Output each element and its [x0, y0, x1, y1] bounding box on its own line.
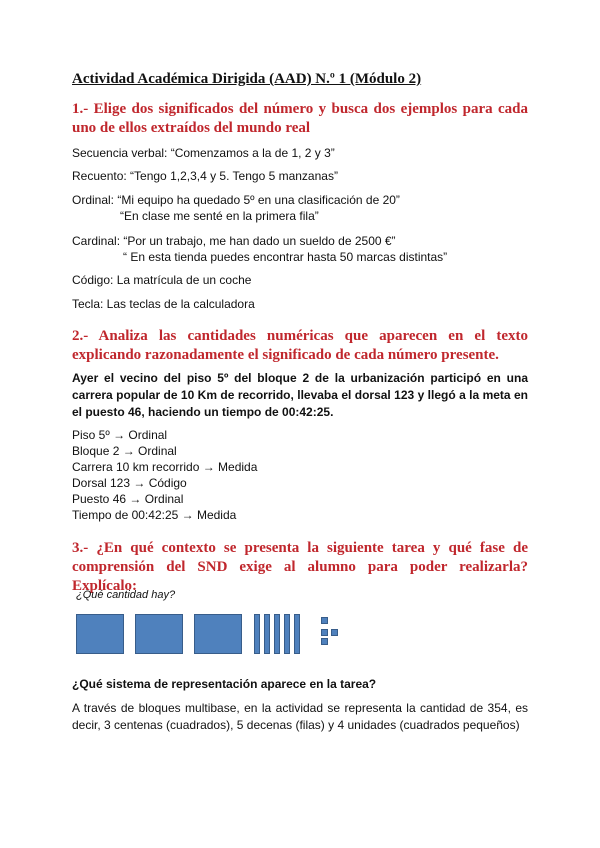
- unidad-cube: [321, 638, 328, 645]
- unidad-cube: [331, 629, 338, 636]
- list-item: Dorsal 123 → Código: [72, 476, 187, 490]
- decena-rod: [274, 614, 280, 654]
- centena-block: [194, 614, 242, 654]
- list-item: Puesto 46 → Ordinal: [72, 492, 184, 506]
- secuencia-line: Secuencia verbal: “Comenzamos a la de 1, 2 y 3”: [72, 146, 335, 160]
- cardinal-line-2: “ En esta tienda puedes encontrar hasta 50 marcas distintas”: [123, 250, 448, 264]
- ordinal-line-1: Ordinal: “Mi equipo ha quedado 5º en una clasificación de 20”: [72, 193, 400, 207]
- recuento-line: Recuento: “Tengo 1,2,3,4 y 5. Tengo 5 manzanas”: [72, 169, 338, 183]
- decena-rod: [254, 614, 260, 654]
- page-title: Actividad Académica Dirigida (AAD) N.º 1 (Módulo 2): [72, 71, 422, 87]
- section2-paragraph: Ayer el vecino del piso 5º del bloque 2 de la urbanización participó en una carrera popular de 10 Km de recorrido, llevaba el dorsal 123 y llegó a la meta en el puesto 46, haciendo un tiempo de 00:42:25.: [72, 371, 528, 419]
- unidad-cube: [321, 629, 328, 636]
- section2-heading: 2.- Analiza las cantidades numéricas que aparecen en el texto explicando razonadamente el significado de cada número presente.: [72, 328, 528, 363]
- section3-heading: 3.- ¿En qué contexto se presenta la siguiente tarea y qué fase de comprensión del SND exige al alumno para poder realizarla? Explícalo:: [72, 540, 528, 594]
- centena-block: [76, 614, 124, 654]
- centena-block: [135, 614, 183, 654]
- unidad-cube: [321, 617, 328, 624]
- multibase-blocks-figure: [76, 589, 346, 655]
- tecla-line: Tecla: Las teclas de la calculadora: [72, 297, 255, 311]
- list-item: Tiempo de 00:42:25 → Medida: [72, 508, 237, 522]
- codigo-line: Código: La matrícula de un coche: [72, 273, 252, 287]
- section1-heading: 1.- Elige dos significados del número y busca dos ejemplos para cada uno de ellos extraídos del mundo real: [72, 101, 528, 136]
- cardinal-line-1: Cardinal: “Por un trabajo, me han dado un sueldo de 2500 €”: [72, 234, 396, 248]
- list-item: Piso 5º → Ordinal: [72, 428, 168, 442]
- figure-label: ¿Qué cantidad hay?: [76, 589, 176, 601]
- answer-paragraph: A través de bloques multibase, en la actividad se representa la cantidad de 354, es decir, 3 centenas (cuadrados), 5 decenas (filas) y 4 unidades (cuadrados pequeños): [72, 701, 528, 732]
- decena-rod: [284, 614, 290, 654]
- ordinal-line-2: “En clase me senté en la primera fila”: [120, 209, 319, 223]
- question-line: ¿Qué sistema de representación aparece en la tarea?: [72, 677, 377, 691]
- list-item: Carrera 10 km recorrido → Medida: [72, 460, 258, 474]
- decena-rod: [294, 614, 300, 654]
- list-item: Bloque 2 → Ordinal: [72, 444, 177, 458]
- decena-rod: [264, 614, 270, 654]
